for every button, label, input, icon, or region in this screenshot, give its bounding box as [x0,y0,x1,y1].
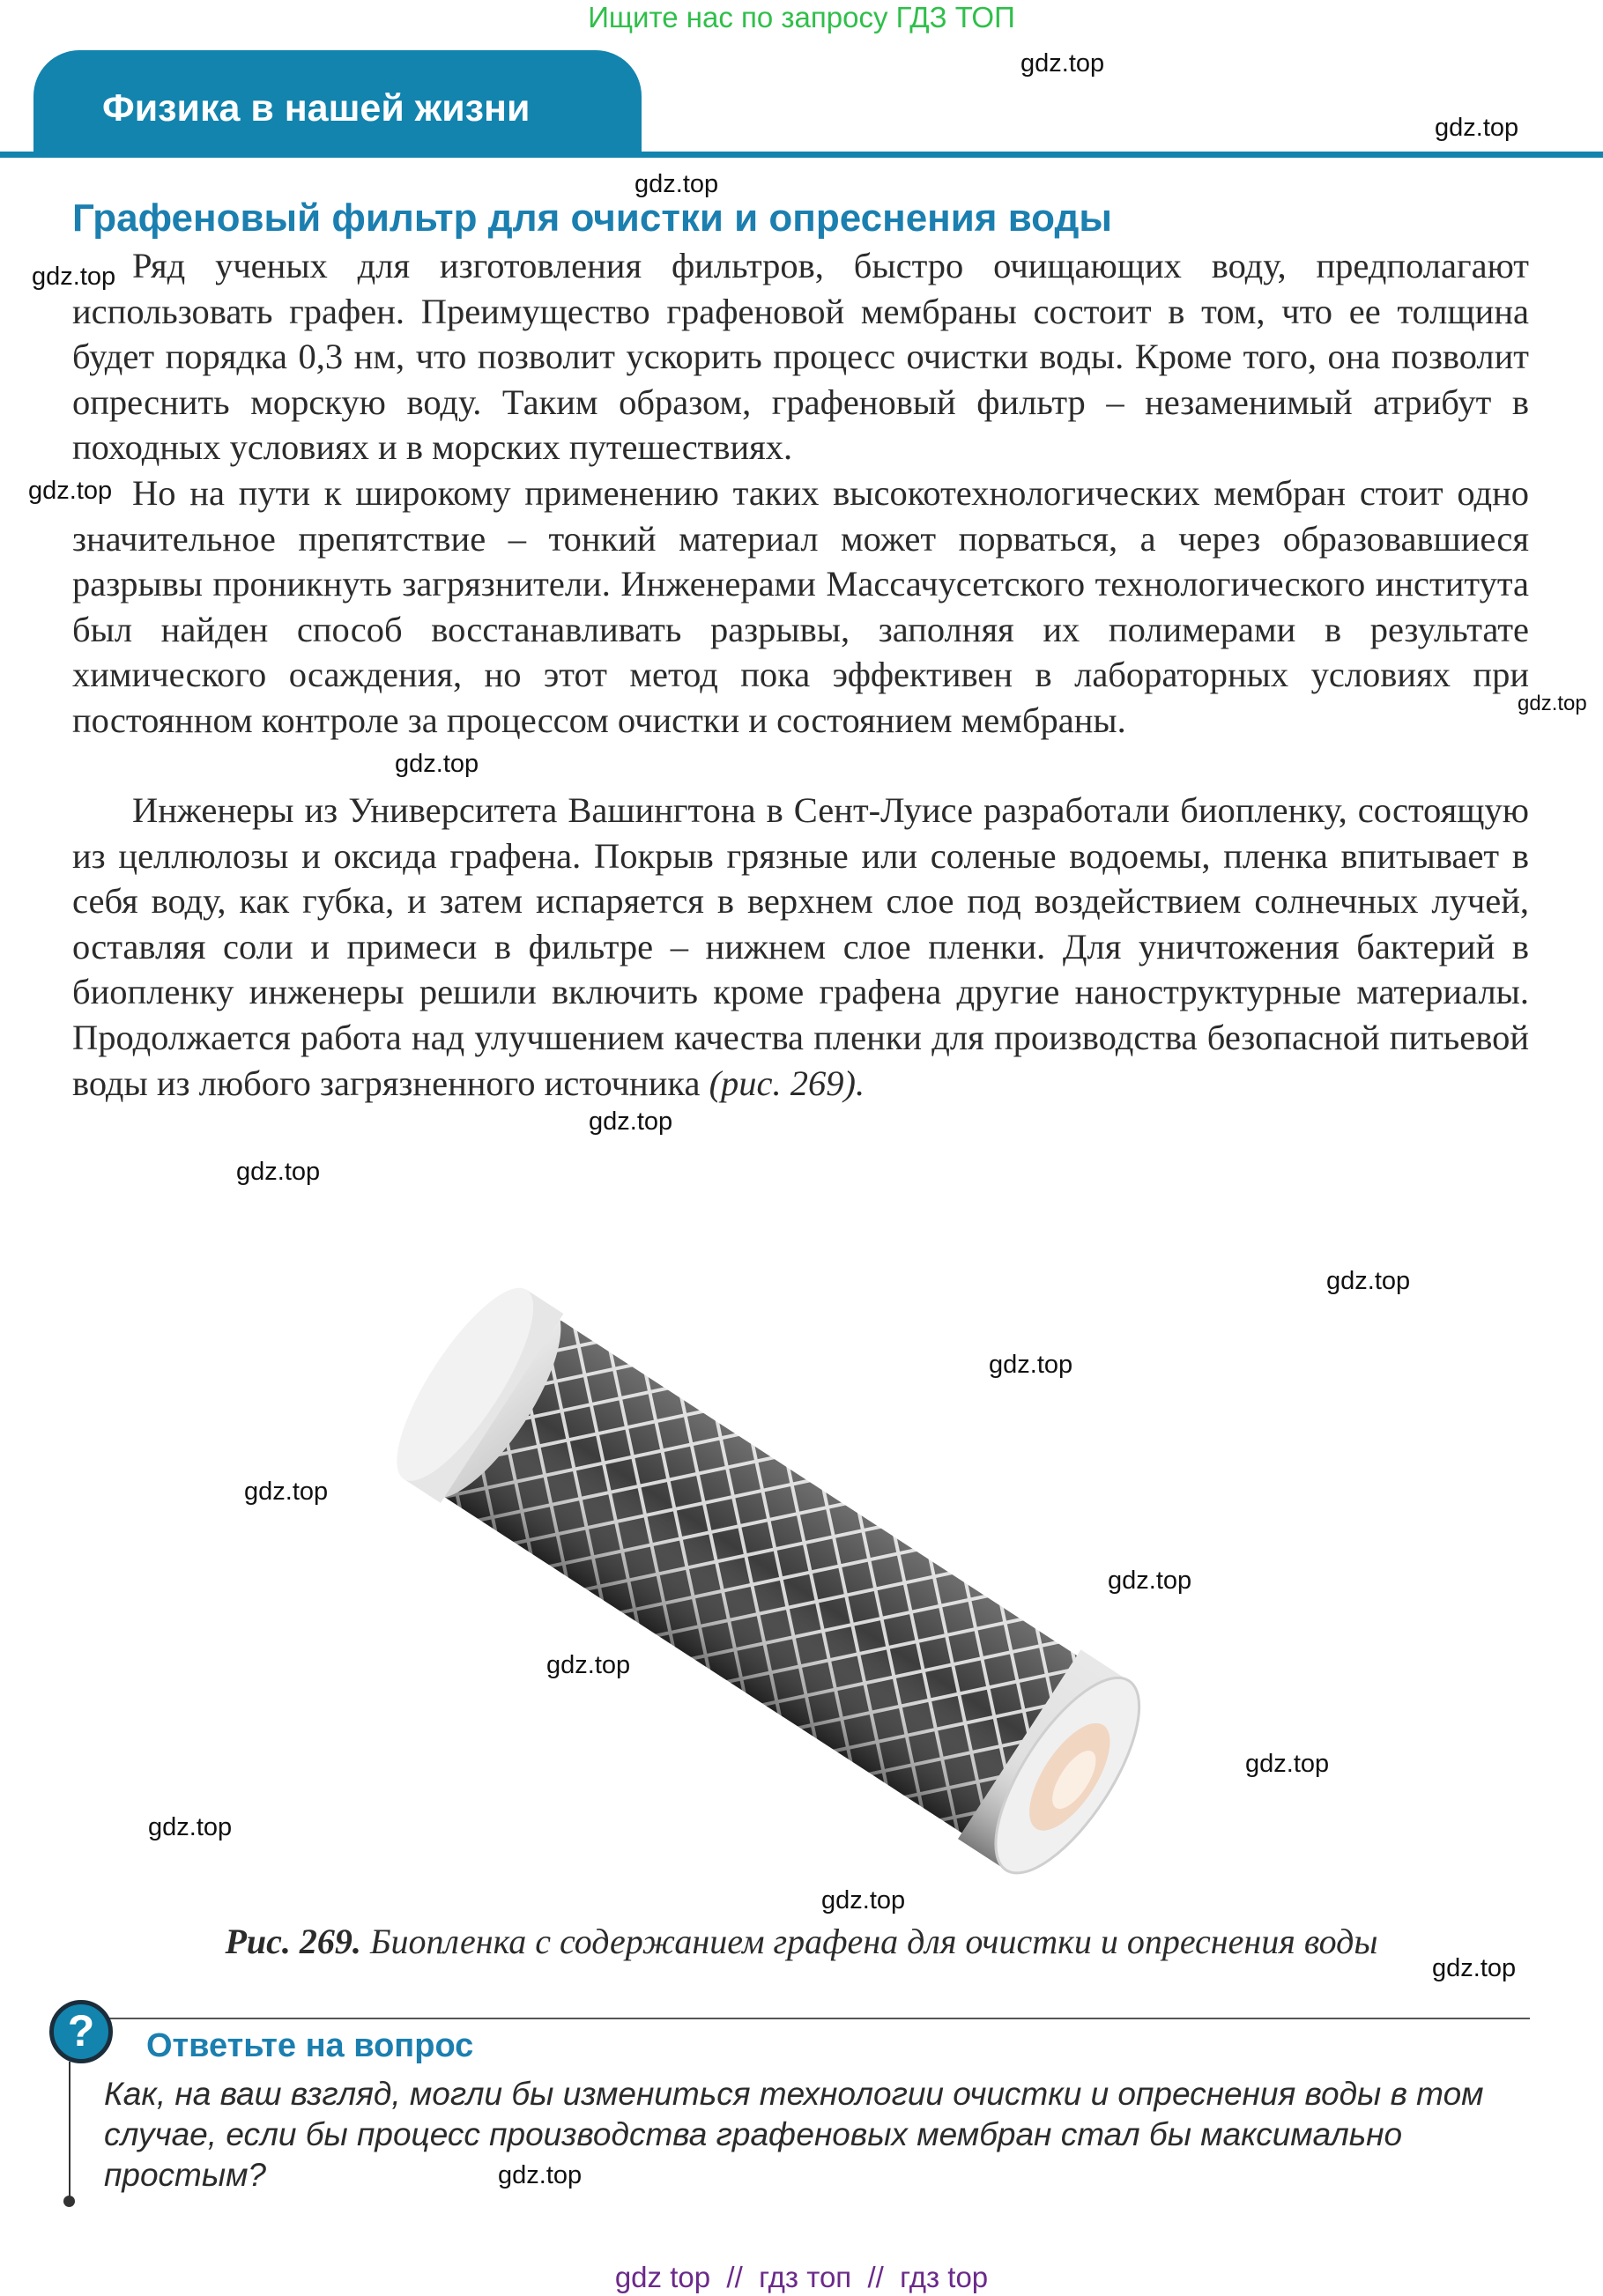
paragraph: Но на пути к широкому применению таких высокотехнологических мембран стоит одно значительное препятствие – тонкий материал может порваться, а через образовавшиеся разрывы проникнуть загрязнители. Инженерами Массачусетского технологического института был найден способ восстанавливать разрывы, заполняя их полимерами в результате химического осаждения, но этот метод пока эффективен в лабораторных условиях при постоянном контроле за процессом очистки и состоянием мембраны. [72,473,1529,740]
top-banner: Ищите нас по запросу ГДЗ ТОП [588,1,1015,33]
watermark: gdz.top [1245,1750,1330,1778]
watermark: gdz.top [28,477,113,505]
watermark: gdz.top [1432,1954,1517,1982]
filter-cartridge-photo [353,1278,1199,1894]
question-text: Как, на ваш взгляд, могли бы измениться технологии очистки и опреснения воды в том случае, если бы процесс производства графеновых мембран стал бы максимально простым? [104,2076,1484,2193]
watermark: gdz.top [1435,114,1519,142]
paragraph-text: Инженеры из Университета Вашингтона в Сент-Луисе разработали биопленку, состоящую из целлюлозы и оксида графена. Покрыв грязные или соленые водоемы, пленка впитывает в себя воду, как губка, и затем испаряется в верхнем слое под воздействием солнечных лучей, оставляя соли и примеси в фильтре – нижнем слое пленки. Для уничтожения бактерий в биопленку инженеры решили включить кроме графена другие наноструктурные материалы. Продолжается работа над улучшением качества пленки для производства безопасной питьевой воды из любого загрязненного источника [72,790,1529,1103]
watermark: gdz.top [546,1651,631,1679]
paragraph: Ряд ученых для изготовления фильтров, быстро очищающих воду, предполагают использовать графен. Преимущество графеновой мембраны состоит в том, что ее толщина будет порядка 0,3 нм, что позволит ускорить процесс очистки воды. Кроме того, она позволит опреснить морскую воду. Таким образом, графеновый фильтр – незаменимый атрибут в походных условиях и в морских путешествиях. [72,246,1529,468]
watermark: gdz.top [32,263,116,291]
watermark: gdz.top [236,1158,321,1186]
footer-links[interactable]: gdz top // гдз топ // гдз top [614,2261,989,2293]
figure-label: Рис. 269. [225,1922,361,1961]
watermark: gdz.top [148,1813,233,1841]
watermark: gdz.top [1326,1267,1411,1295]
question-line-dot [63,2196,75,2207]
article-title: Графеновый фильтр для очистки и опреснения воды [72,196,1112,240]
watermark: gdz.top [821,1886,906,1915]
watermark: gdz.top [989,1351,1073,1379]
figure-caption-text: Биопленка с содержанием графена для очистки и опреснения воды [369,1922,1378,1961]
watermark: gdz.top [498,2161,583,2189]
section-title: Физика в нашей жизни [102,87,531,130]
watermark: gdz.top [1518,692,1587,715]
figure-reference: (рис. 269). [709,1063,865,1103]
question-rule [95,2018,1530,2019]
watermark: gdz.top [244,1478,329,1506]
question-side-line [69,2062,71,2203]
watermark: gdz.top [589,1107,673,1136]
watermark: gdz.top [395,750,479,778]
figure-caption [0,1919,1603,1965]
watermark: gdz.top [1020,49,1105,78]
question-heading: Ответьте на вопрос [146,2027,474,2064]
header-rule [0,152,1603,158]
question-mark-icon: ? [49,2000,113,2063]
paragraph [72,788,1529,1106]
watermark: gdz.top [1108,1566,1192,1595]
watermark: gdz.top [635,170,719,198]
